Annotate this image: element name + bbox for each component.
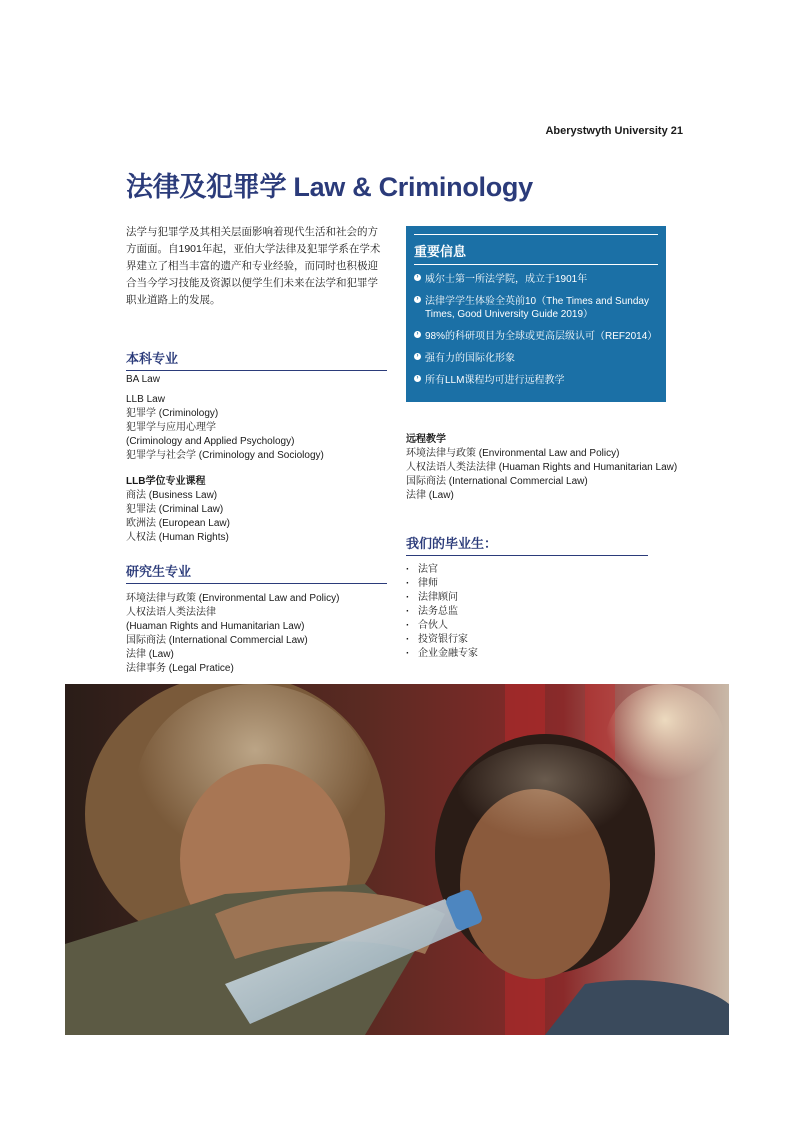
list-item: › 98%的科研项目为全球或更高层级认可（REF2014）	[414, 330, 658, 343]
list-item: › 威尔士第一所法学院，成立于1901年	[414, 273, 658, 286]
key-info-list	[414, 273, 658, 387]
page-title: 法律及犯罪学 Law & Criminology	[126, 172, 533, 202]
arrow-bullet-icon: ›	[414, 353, 421, 360]
list-item: · 法官	[406, 563, 478, 577]
list-item: 环境法律与政策 (Environmental Law and Policy)	[406, 448, 620, 459]
postgrad-heading: 研究生专业	[126, 561, 387, 584]
list-item: 法律事务 (Legal Pratice)	[126, 663, 234, 674]
list-item: · 律师	[406, 577, 478, 591]
list-item: 犯罪法 (Criminal Law)	[126, 504, 224, 515]
list-item: 人权法语人类法法律	[126, 607, 216, 618]
list-item: 犯罪学与应用心理学	[126, 422, 216, 433]
feature-photo	[65, 684, 729, 1035]
undergrad-list	[126, 373, 324, 545]
arrow-bullet-icon: ›	[414, 375, 421, 382]
list-item: 犯罪学与社会学 (Criminology and Sociology)	[126, 450, 324, 461]
list-item: › 所有LLM课程均可进行远程教学	[414, 374, 658, 387]
list-item: 国际商法 (International Commercial Law)	[406, 476, 588, 487]
photo-illustration	[65, 684, 729, 1035]
list-item: LLB Law	[126, 394, 165, 405]
list-item: 犯罪学 (Criminology)	[126, 408, 219, 419]
page-header-label: Aberystwyth University 21	[545, 125, 683, 137]
list-item: 商法 (Business Law)	[126, 490, 218, 501]
arrow-bullet-icon: ›	[414, 274, 421, 281]
key-info-heading: 重要信息	[414, 235, 658, 265]
list-item: 人权法语人类法法律 (Huaman Rights and Humanitarian Law)	[406, 462, 678, 473]
list-item: · 法务总监	[406, 605, 478, 619]
list-item: 法律 (Law)	[406, 490, 454, 501]
list-item: (Huaman Rights and Humanitarian Law)	[126, 621, 305, 632]
llb-heading: LLB学位专业课程	[126, 476, 206, 487]
distance-list	[406, 433, 677, 503]
distance-heading: 远程教学	[406, 434, 446, 445]
list-item: 环境法律与政策 (Environmental Law and Policy)	[126, 593, 340, 604]
list-item: · 法律顾问	[406, 591, 478, 605]
list-item: · 企业金融专家	[406, 647, 478, 661]
graduates-heading: 我们的毕业生：	[406, 533, 648, 556]
arrow-bullet-icon: ›	[414, 331, 421, 338]
intro-paragraph: 法学与犯罪学及其相关层面影响着现代生活和社会的方方面面。自1901年起，亚伯大学法律及犯罪学系在学术界建立了相当丰富的遗产和专业经验，而同时也积极迎合当今学习技能及资源以便学生们未来在法学和犯罪学职业道路上的发展。	[126, 226, 381, 306]
list-item: › 法律学学生体验全英前10（The Times and Sunday Times, Good University Guide 2019）	[414, 295, 658, 321]
graduates-list	[406, 563, 478, 661]
list-item: BA Law	[126, 374, 160, 385]
list-item: 欧洲法 (European Law)	[126, 518, 230, 529]
list-item: 国际商法 (International Commercial Law)	[126, 635, 308, 646]
postgrad-list	[126, 592, 339, 676]
list-item: › 强有力的国际化形象	[414, 352, 658, 365]
list-item: · 投资银行家	[406, 633, 478, 647]
undergrad-heading: 本科专业	[126, 348, 387, 371]
key-info-box	[406, 226, 666, 402]
list-item: 法律 (Law)	[126, 649, 174, 660]
list-item: (Criminology and Applied Psychology)	[126, 436, 295, 447]
list-item: 人权法 (Human Rights)	[126, 532, 229, 543]
arrow-bullet-icon: ›	[414, 296, 421, 303]
list-item: · 合伙人	[406, 619, 478, 633]
